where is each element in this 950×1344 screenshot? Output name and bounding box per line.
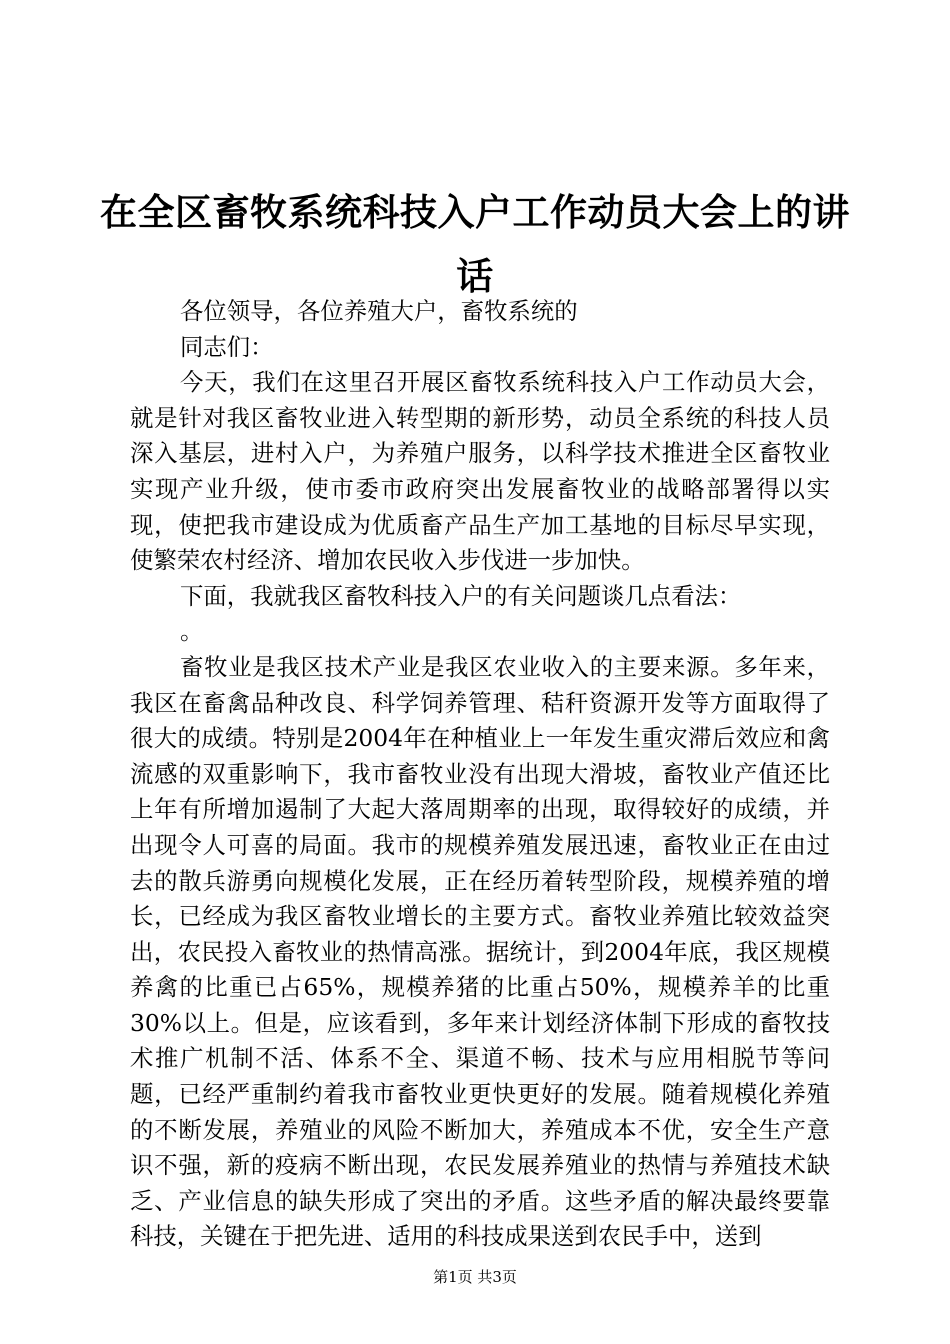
salutation-line-1: 各位领导，各位养殖大户，畜牧系统的 xyxy=(180,297,578,325)
salutation-line-2: 同志们： xyxy=(180,332,274,361)
paragraph-opening: 今天，我们在这里召开展区畜牧系统科技入户工作动员大会，就是针对我区畜牧业进入转型期的新形势，动员全系统的科技人员深入基层，进村入户，为养殖户服务，以科学技术推进全区畜牧业实现产业升级，使市委市政府突出发展畜牧业的战略部署得以实现，使把我市建设成为优质畜产品生产加工基地的目标尽早实现，使繁荣农村经济、增加农民收入步伐进一步加快。 xyxy=(130,368,830,575)
page-footer: 第1页 共3页 xyxy=(433,1268,517,1286)
paragraph-period: 。 xyxy=(180,617,204,646)
document-body xyxy=(130,294,830,1255)
document-title: 在全区畜牧系统科技入户工作动员大会上的讲话 xyxy=(100,190,850,298)
paragraph-main: 畜牧业是我区技术产业是我区农业收入的主要来源。多年来，我区在畜禽品种改良、科学饲养管理、秸秆资源开发等方面取得了很大的成绩。特别是2004年在种植业上一年发生重灾滞后效应和禽流感的双重影响下，我市畜牧业没有出现大滑坡，畜牧业产值还比上年有所增加遏制了大起大落周期率的出现，取得较好的成绩，并出现令人可喜的局面。我市的规模养殖发展迅速，畜牧业正在由过去的散兵游勇向规模化发展，正在经历着转型阶段，规模养殖的增长，已经成为我区畜牧业增长的主要方式。畜牧业养殖比较效益突出，农民投入畜牧业的热情高涨。据统计，到2004年底，我区规模养禽的比重已占65%，规模养猪的比重占50%，规模养羊的比重30%以上。但是，应该看到，多年来计划经济体制下形成的畜牧技术推广机制不活、体系不全、渠道不畅、技术与应用相脱节等问题，已经严重制约着我市畜牧业更快更好的发展。随着规模化养殖的不断发展，养殖业的风险不断加大，养殖成本不优，安全生产意识不强，新的疫病不断出现，农民发展养殖业的热情与养殖技术缺乏、产业信息的缺失形成了突出的矛盾。这些矛盾的解决最终要靠科技，关键在于把先进、适用的科技成果送到农民手中，送到 xyxy=(130,652,830,1251)
paragraph-transition: 下面，我就我区畜牧科技入户的有关问题谈几点看法： xyxy=(180,581,742,610)
